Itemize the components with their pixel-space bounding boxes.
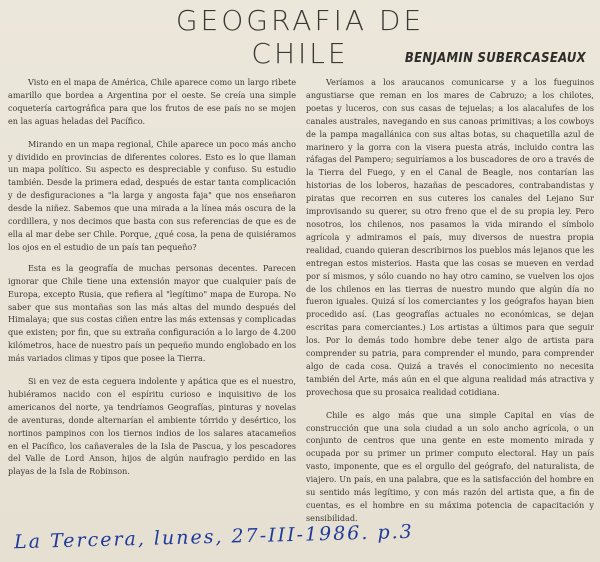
left-column	[8, 76, 296, 478]
article-title: GEOGRAFIA DE CHILE	[175, 4, 425, 70]
right-column	[306, 76, 594, 525]
handwritten-source-note: La Tercera, lunes, 27-III-1986. p.3	[13, 520, 414, 554]
paragraph: Mirando en un mapa regional, Chile aparece un poco más ancho y dividido en provincias de diferentes colores. Esto es lo que llaman un mapa político. Su aspecto es despreciable y confuso. Su estudio también. Desde la primera edad, después de estar tanta complicación y de desfiguraciones a "la larga y angosta faja" que nos enseñaron desde la niñez. Sabemos que una mirada a la línea más oscura de la cordillera, y nos decimos que basta con sus referencias de que es de ella al mar debe ser Chile. Porque, ¿qué cosa, la pena de quisiéramos los ojos en el estudio de un país tan pequeño?	[8, 138, 296, 252]
paragraph: Chile es algo más que una simple Capital en vías de construcción que una sola ciudad a un solo ancho agrícola, o un conjunto de centros que una gente en este momento mirada y ocupada por su primer un primer computo electoral. Hay un país vasto, imponente, que es el orgullo del geógrafo, del naturalista, de viajero. Un país, en una palabra, que es la satisfacción del hombre en su sentido más legítimo, y con más razón del artista que, a fin de cuentas, es el hombre en su máxima potencia de capacitación y sensibilidad.	[306, 409, 594, 523]
paragraph: Visto en el mapa de América, Chile aparece como un largo ribete amarillo que bordea a Argentina por el oeste. Se creía una simple coquetería cartográfica para que los frutos de ese país no se mojen en las aguas heladas del Pacífico.	[8, 77, 296, 126]
author-byline: BENJAMIN SUBERCASEAUX	[404, 51, 586, 66]
paragraph: Esta es la geografía de muchas personas decentes. Parecen ignorar que Chile tiene una extensión mayor que cualquier país de Europa, excepto Rusia, que refiera al "legítimo" mapa de Europa. No saber que sus montañas son las más altas del mundo después del Himalaya; que sus costas ciñen entre las más extensas y complicadas que existen; por fin, que su extraña configuración a lo largo de 4.200 kilómetros, hace de nuestro país un pequeño mundo englobado en los más variados climas y tipos que posee la Tierra.	[8, 262, 296, 364]
paragraph: Si en vez de esta ceguera indolente y apática que es el nuestro, hubiéramos nacido con el espíritu curioso e inquisitivo de los americanos del norte, ya tendríamos Geografías, pinturas y novelas de aventuras, donde alternarían el ambiente tórrido y desértico, los nortinos pampinos con los tiernos indios de los salares atacameños en el Pacífico, los cañaverales de la Isla de Pascua, y los pescadores del Valle de Lord Anson, hijos de algún naufragio perdido en las playas de la Isla de Robinson.	[8, 376, 296, 477]
paragraph: Veríamos a los araucanos comunicarse y a los fueguinos angustiarse que reman en los mares de Cabruzo; a los chilotes, poetas y luceros, con sus casas de tejuelas; a los alacalufes de los canales australes, navegando en sus canoas primitivas; a los cowboys de la pampa magallánica con sus altas botas, su chaquetilla azul de marinero y la gorra con la visera puesta atrás, incluido contra las ráfagas del Pampero; seguiríamos a los buscadores de oro a través de la Tierra del Fuego, y en el Canal de Beagle, nos contarían las historias de los loberos, hazañas de pescadores, contrabandistas y piratas que recorren en sus cuteres los canales del Lejano Sur improvisando su querer, su otro freno que el de su propia ley. Pero nosotros, los chilenos, nos pasamos la vida mirando el símbolo agrícola y admiramos el país, muy diversos de nuestra propia realidad, cuando quieran describirnos los pueblos más lejanos que les entregan estos misterios. Hasta que las cosas se mueven en verdad por sí mismos, y sólo cuando no hay otro camino, se vuelven los ojos de los chilenos en las tierras de nuestro mundo que algún día no fueron iguales. Quizá sí los comerciantes y los geógrafos hayan bien procedido así. (Las geografías actuales no económicas, se dejan escritas para comerciantes.) Los artistas a últimos para que seguir los. Por lo demás todo hombre debe tener algo de artista para comprender su patria, para comprender el mundo, para comprender algo de cada cosa. Quizá a través el conocimiento no necesita también del Arte, más aún en el que alguna realidad más atractiva y provechosa que su prosaica realidad cotidiana.	[306, 77, 595, 397]
